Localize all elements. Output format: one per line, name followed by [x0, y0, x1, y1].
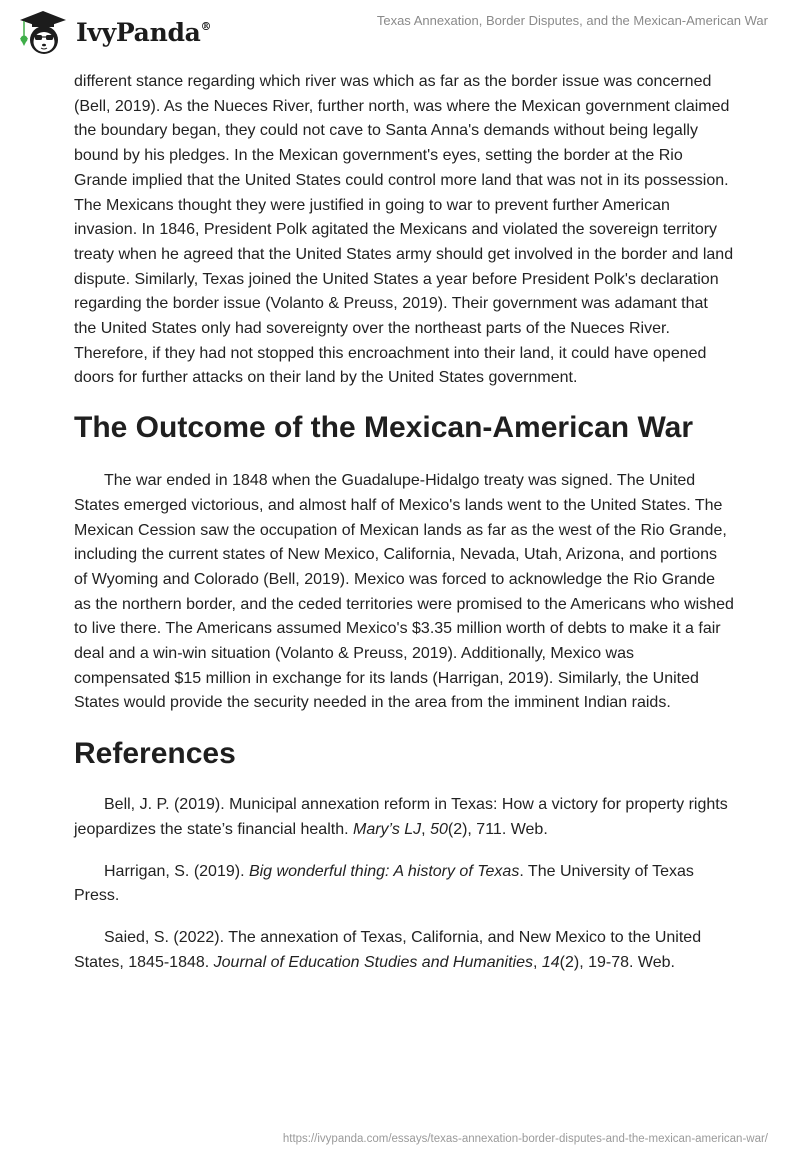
references-list	[74, 793, 734, 975]
panda-graduate-icon	[16, 8, 70, 56]
essay-content	[74, 70, 734, 992]
outcome-paragraph: The war ended in 1848 when the Guadalupe-Hidalgo treaty was signed. The United States emerged victorious, and almost half of Mexico's lands went to the United States. The Mexican Cession saw the occupation of Mexican lands as far as the west of the Rio Grande, including the current states of New Mexico, California, Nevada, Utah, Arizona, and portions of Wyoming and Colorado (Bell, 2019). Mexico was forced to acknowledge the Rio Grande as the northern border, and the ceded territories were promised to the Americans who wished to live there. The Americans assumed Mexico's $3.35 million worth of debts to make it a fair deal and a win-win situation (Volanto & Preuss, 2019). Additionally, Mexico was compensated $15 million in exchange for its lands (Harrigan, 2019). Similarly, the United States would provide the security needed in the area from the imminent Indian raids.	[74, 472, 734, 712]
ivypanda-logo[interactable]	[16, 8, 211, 56]
continued-paragraph: different stance regarding which river was which as far as the border issue was concerned (Bell, 2019). As the Nueces River, further north, was where the Mexican government claimed the boundary began, they could not cave to Santa Anna's demands without being legally bound by his pledges. In the Mexican government's eyes, setting the border at the Rio Grande implied that the United States could control more land that was not in its possession. The Mexicans thought they were justified in going to war to prevent further American invasion. In 1846, President Polk agitated the Mexicans and violated the sovereign territory treaty when he agreed that the United States army should get involved in the border and land dispute. Similarly, Texas joined the United States a year before President Polk's declaration regarding the border issue (Volanto & Preuss, 2019). Their government was adamant that the United States only had sovereignty over the northeast parts of the Nueces River. Therefore, if they had not stopped this encroachment into their land, it could have opened doors for further attacks on their land by the United States government.	[74, 73, 734, 387]
reference-item: Harrigan, S. (2019). Big wonderful thing: A history of Texas. The University of Texas Press.	[74, 862, 694, 905]
source-url-link[interactable]: https://ivypanda.com/essays/texas-annexation-border-disputes-and-the-mexican-american-war/	[282, 1133, 768, 1145]
logo-wordmark: IvyPanda®	[76, 17, 212, 47]
reference-item: Saied, S. (2022). The annexation of Texas, California, and New Mexico to the United States, 1845-1848. Journal of Education Studies and Humanities, 14(2), 19-78. Web.	[74, 928, 702, 971]
section-heading-outcome: The Outcome of the Mexican-American War	[74, 411, 694, 445]
references-heading: References	[74, 737, 236, 771]
document-title: Texas Annexation, Border Disputes, and the Mexican-American War	[376, 13, 768, 28]
page-header	[0, 0, 800, 62]
reference-item: Bell, J. P. (2019). Municipal annexation reform in Texas: How a victory for property rights jeopardizes the state’s financial health. Mary’s LJ, 50(2), 711. Web.	[74, 796, 728, 838]
